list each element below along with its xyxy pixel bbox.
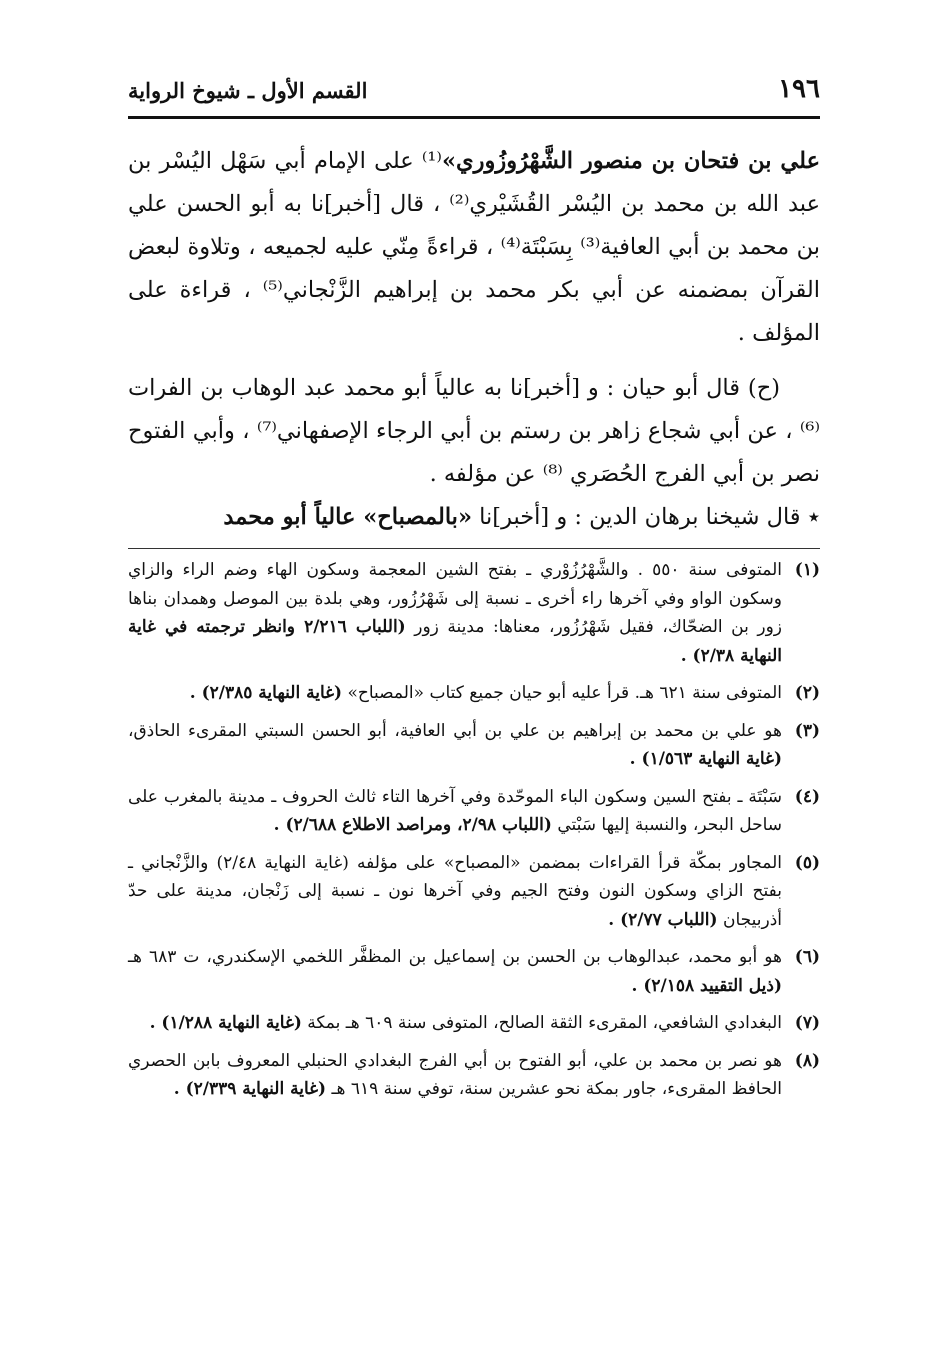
footnote xyxy=(128,783,820,840)
footnote-body: المتوفى سنة ٦٢١ هـ. قرأ عليه أبو حيان جميع كتاب «المصباح» xyxy=(347,683,782,703)
footnote-rule xyxy=(128,548,820,549)
main-text xyxy=(128,140,820,539)
footnote xyxy=(128,1009,820,1038)
page-number: ١٩٦ xyxy=(778,74,820,104)
footnote-body: هو علي بن محمد بن إبراهيم بن علي بن أبي العافية، أبو الحسن السبتي المقرىء الحاذق، xyxy=(128,720,782,741)
paragraph-3-text: قال شيخنا برهان الدين : و [أخبر]نا xyxy=(479,504,801,530)
footnote xyxy=(128,717,820,774)
footnote-text xyxy=(128,556,782,670)
page-header xyxy=(128,60,820,112)
footnote-body: البغدادي الشافعي، المقرىء الثقة الصالح، المتوفى سنة ٦٠٩ هـ بمكة xyxy=(307,1013,782,1033)
footnote-number: (٨) xyxy=(794,1050,820,1071)
footnote-text xyxy=(128,679,782,708)
paragraph-3-bold: «بالمصباح» عالياً أبو محمد xyxy=(223,504,473,530)
footnote-text xyxy=(128,849,782,935)
paragraph-1-text: ⁽¹⁾ على الإمام أبي سَهْل اليُسْر بن عبد الله بن محمد بن اليُسْر القُشَيْري⁽²⁾ ، قال [أخبر]نا به أبو الحسن علي بن محمد بن أبي العافية⁽³⁾ بِسَبْتَة⁽⁴⁾ ، قراءةً مِنّي عليه لجميعه ، وتلاوة لبعض القرآن بمضمنه عن أبي بكر محمد بن إبراهيم الزَّنْجاني⁽⁵⁾ ، قراءة على المؤلف . xyxy=(128,148,820,346)
footnote-text xyxy=(128,717,782,774)
footnote-source: (ذيل التقييد ٢/١٥٨) . xyxy=(631,975,782,996)
footnote xyxy=(128,679,820,708)
star-marker: ٭ xyxy=(807,504,820,530)
running-title: القسم الأول ـ شيوخ الرواية xyxy=(128,78,368,103)
footnote-source: (اللباب ٢/٩٨، ومراصد الاطلاع ٢/٦٨٨) . xyxy=(273,815,552,835)
footnote-number: (٦) xyxy=(794,947,820,967)
footnote-number: (٥) xyxy=(794,852,820,873)
footnote-body: المجاور بمكّة قرأ القراءات بمضمن «المصباح» على مؤلفه (غاية النهاية ٢/٤٨) والزَّنْجاني ـ بفتح الزاي وسكون النون وفتح الجيم وفي آخرها نون ـ نسبة إلى زَنْجان، مدينة على حدّ أذربيجان xyxy=(128,852,782,930)
footnote-number: (٣) xyxy=(794,720,820,741)
footnote-number: (٧) xyxy=(794,1013,820,1033)
footnote-text xyxy=(128,783,782,840)
paragraph-1 xyxy=(128,140,820,355)
footnote xyxy=(128,556,820,670)
footnote xyxy=(128,1047,820,1104)
footnote-source: (غاية النهاية ١/٢٨٨) . xyxy=(149,1013,302,1033)
footnote-source: (اللباب ٢/٢١٦ وانظر ترجمته في غاية النهاية ٢/٣٨) . xyxy=(128,617,782,666)
paragraph-1-bold: علي بن فتحان بن منصور الشَّهْرُوزُوري» xyxy=(441,148,820,174)
footnote xyxy=(128,943,820,1000)
footnote-body: هو نصر بن محمد بن علي، أبو الفتوح بن أبي الفرج البغدادي الحنبلي المعروف بابن الحصري الحافظ المقرىء، جاور بمكة نحو عشرين سنة، توفي سنة ٦١٩ هـ xyxy=(128,1050,782,1099)
paragraph-3 xyxy=(128,496,820,539)
footnote xyxy=(128,849,820,935)
paragraph-2: (ح) قال أبو حيان : و [أخبر]نا به عالياً أبو محمد عبد الوهاب بن الفرات ⁽⁶⁾ ، عن أبي شجاع زاهر بن رستم بن أبي الرجاء الإصفهاني⁽⁷⁾ ، وأبي الفتوح نصر بن أبي الفرج الحُصَري ⁽⁸⁾ عن مؤلفه . xyxy=(128,375,820,487)
footnote-number: (٤) xyxy=(794,786,820,807)
footnote-text xyxy=(128,1009,782,1038)
footnote-text xyxy=(128,1047,782,1104)
footnote-body: المتوفى سنة ٥٥٠ . والشَّهْرُزُوْري ـ بفتح الشين المعجمة وسكون الهاء وضم الراء والزاي وسكون الواو وفي آخرها راء أخرى ـ نسبة إلى شَهْرُزُور، وهي بلدة بين الموصل وهمدان بناها زور بن الضحّاك، فقيل شَهْرُزُور، معناها: مدينة زور xyxy=(128,560,782,637)
header-rule xyxy=(128,116,820,119)
footnote-source: (غاية النهاية ١/٥٦٣) . xyxy=(629,749,782,769)
footnote-body: سَبْتَة ـ بفتح السين وسكون الباء الموحّدة وفي آخرها التاء ثالث الحروف ـ مدينة بالمغرب على ساحل البحر، والنسبة إليها سَبْتي xyxy=(128,786,782,835)
footnotes xyxy=(128,556,820,1113)
footnote-number: (٢) xyxy=(794,683,820,703)
footnote-source: (اللباب ٢/٧٧) . xyxy=(608,909,718,930)
footnote-number: (١) xyxy=(794,560,820,580)
footnote-source: (غاية النهاية ٢/٣٣٩) . xyxy=(173,1079,327,1099)
footnote-source: (غاية النهاية ٢/٣٨٥) . xyxy=(189,683,343,703)
footnote-body: هو أبو محمد، عبدالوهاب بن الحسن بن إسماعيل بن المظفَّر اللخمي الإسكندري، ت ٦٨٣ هـ xyxy=(128,947,782,967)
footnote-text xyxy=(128,943,782,1000)
